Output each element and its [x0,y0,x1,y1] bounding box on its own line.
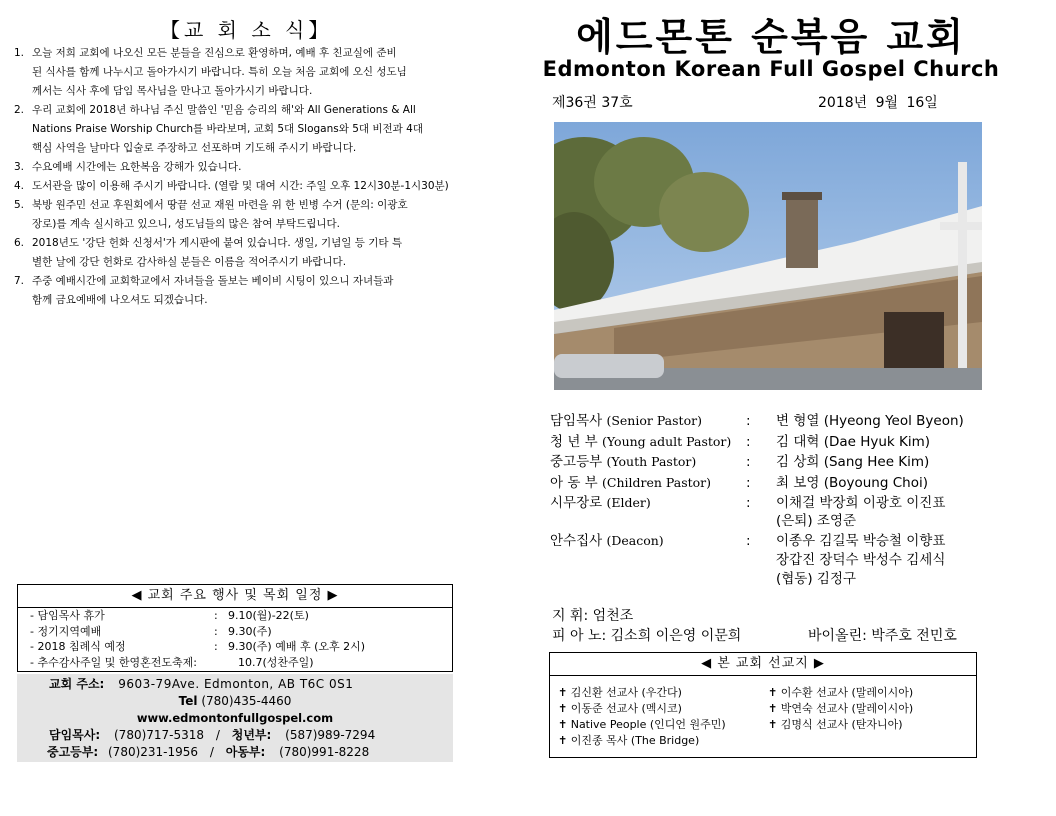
events-box [17,584,453,672]
tel-row: Tel (780)435-4460 [178,694,292,708]
contact-box [17,674,453,762]
missionary-item: ✝ 김명식 선교사 (탄자니아) [768,718,903,731]
missionaries-header: ◀ 본 교회 선교지 ▶ [550,653,976,676]
piano-line: 피 아 노: 김소희 이은영 이문희 [552,628,742,644]
missionaries-box [549,652,977,758]
staff-title-children: 아 동 부 (Children Pastor) [550,475,712,491]
staff-title-elder: 시무장로 (Elder) [550,495,651,511]
missionary-item: ✝ 이진종 목사 (The Bridge) [558,734,700,747]
pastor-phone-row: 담임목사: (780)717-5318 / 청년부: (587)989-7294 [49,728,376,742]
church-title-korean: 에드몬톤 순복음 교회 [576,15,966,59]
missionary-item: ✝ 이동준 선교사 (멕시코) [558,702,682,715]
staff-name-young-adult: 김 대혁 (Dae Hyuk Kim) [776,434,931,450]
staff-title-senior-pastor: 담임목사 (Senior Pastor) [550,413,702,429]
news-item: 3. 수요예배 시간에는 요한복음 강해가 있습니다. [14,161,242,173]
staff-name-elder: (은퇴) 조영준 [776,513,857,529]
event-row: - 담임목사 휴가 : 9.10(월)-22(토) [30,609,309,622]
event-row: - 추수감사주일 및 한영혼전도축제: 10.7(성찬주일) [30,655,314,669]
staff-title-deacon: 안수집사 (Deacon) [550,533,664,549]
conductor-line: 지 휘: 엄천조 [552,608,634,624]
bulletin-date: 2018년 9월 16일 [818,95,938,111]
missionary-item: ✝ 박연숙 선교사 (말레이시아) [768,702,914,715]
staff-title-young-adult: 청 년 부 (Young adult Pastor) [550,434,732,450]
staff-name-deacon: 이종우 김길묵 박승철 이향표 [776,533,946,549]
missionary-item: ✝ 이수환 선교사 (말레이시아) [768,686,914,699]
events-header: ◀ 교회 주요 행사 및 목회 일정 ▶ [18,585,452,608]
news-item: 7. 주중 예배시간에 교회학교에서 자녀들을 돌보는 베이비 시팅이 있으니 자녀들과 함께 금요예배에 나오셔도 되겠습니다. [14,275,394,306]
staff-title-youth: 중고등부 (Youth Pastor) [550,454,697,470]
website-link[interactable]: www.edmontonfullgospel.com [136,711,334,725]
news-item: 6. 2018년도 '강단 헌화 신청서'가 게시판에 붙여 있습니다. 생일, 기념일 등 기타 특 별한 날에 강단 헌화로 감사하실 분들은 이름을 적어주시기 바랍니다. [14,237,403,268]
staff-name-youth: 김 상희 (Sang Hee Kim) [776,454,930,470]
church-photo [554,122,982,390]
staff-name-deacon: 장갑진 장덕수 박성수 김세식 [776,552,946,568]
church-title-english: Edmonton Korean Full Gospel Church [542,57,1000,81]
staff-name-children: 최 보영 (Boyoung Choi) [776,475,928,491]
address-row: 교회 주소: 9603-79Ave. Edmonton, AB T6C 0S1 [49,677,354,691]
news-list [14,44,472,310]
event-row: - 정기지역예배 : 9.30(주) [30,624,272,638]
news-item: 4. 도서관을 많이 이용해 주시기 바랍니다. (열람 및 대여 시간: 주일 오후 12시30분-1시30분) [14,180,449,192]
staff-name-elder: 이채걸 박장희 이광호 이진표 [776,495,946,511]
missionary-item: ✝ 김신환 선교사 (우간다) [558,686,682,699]
news-title: 【교 회 소 식】 [160,18,333,42]
news-item: 2. 우리 교회에 2018년 하나님 주신 말씀인 '믿음 승리의 해'와 All Generations & All Nations Praise Worship Church를 바라보며, 교회 5대 Slogans와 5대 비전과 4대 핵심 사역을 날마다 입술로 주장하고 선포하며 기도해 주시기 바랍니다. [14,104,423,154]
news-item: 1. 오늘 저희 교회에 나오신 모든 분들을 진심으로 환영하며, 예배 후 친교실에 준비 된 식사를 함께 나누시고 돌아가시기 바랍니다. 특히 오늘 처음 교회에 오신 성도님 께서는 식사 후에 담임 목사님을 만나고 돌아가시기 바랍니다. [14,47,407,97]
youth-phone-row: 중고등부: (780)231-1956 / 아동부: (780)991-8228 [47,745,370,759]
news-item: 5. 북방 원주민 선교 후원회에서 땅끝 선교 재원 마련을 위 한 빈병 수거 (문의: 이광호 장로)를 계속 실시하고 있으니, 성도님들의 많은 참여 부탁드립니다. [14,199,408,230]
staff-name-senior-pastor: 변 형열 (Hyeong Yeol Byeon) [776,413,964,429]
violin-line: 바이올린: 박주호 전민호 [808,628,957,644]
event-row: - 2018 침례식 예정 : 9.30(주) 예배 후 (오후 2시) [30,640,366,653]
staff-name-deacon: (협동) 김정구 [776,571,857,587]
missionary-item: ✝ Native People (인디언 원주민) [558,718,726,731]
volume-number: 제36권 37호 [552,95,633,111]
